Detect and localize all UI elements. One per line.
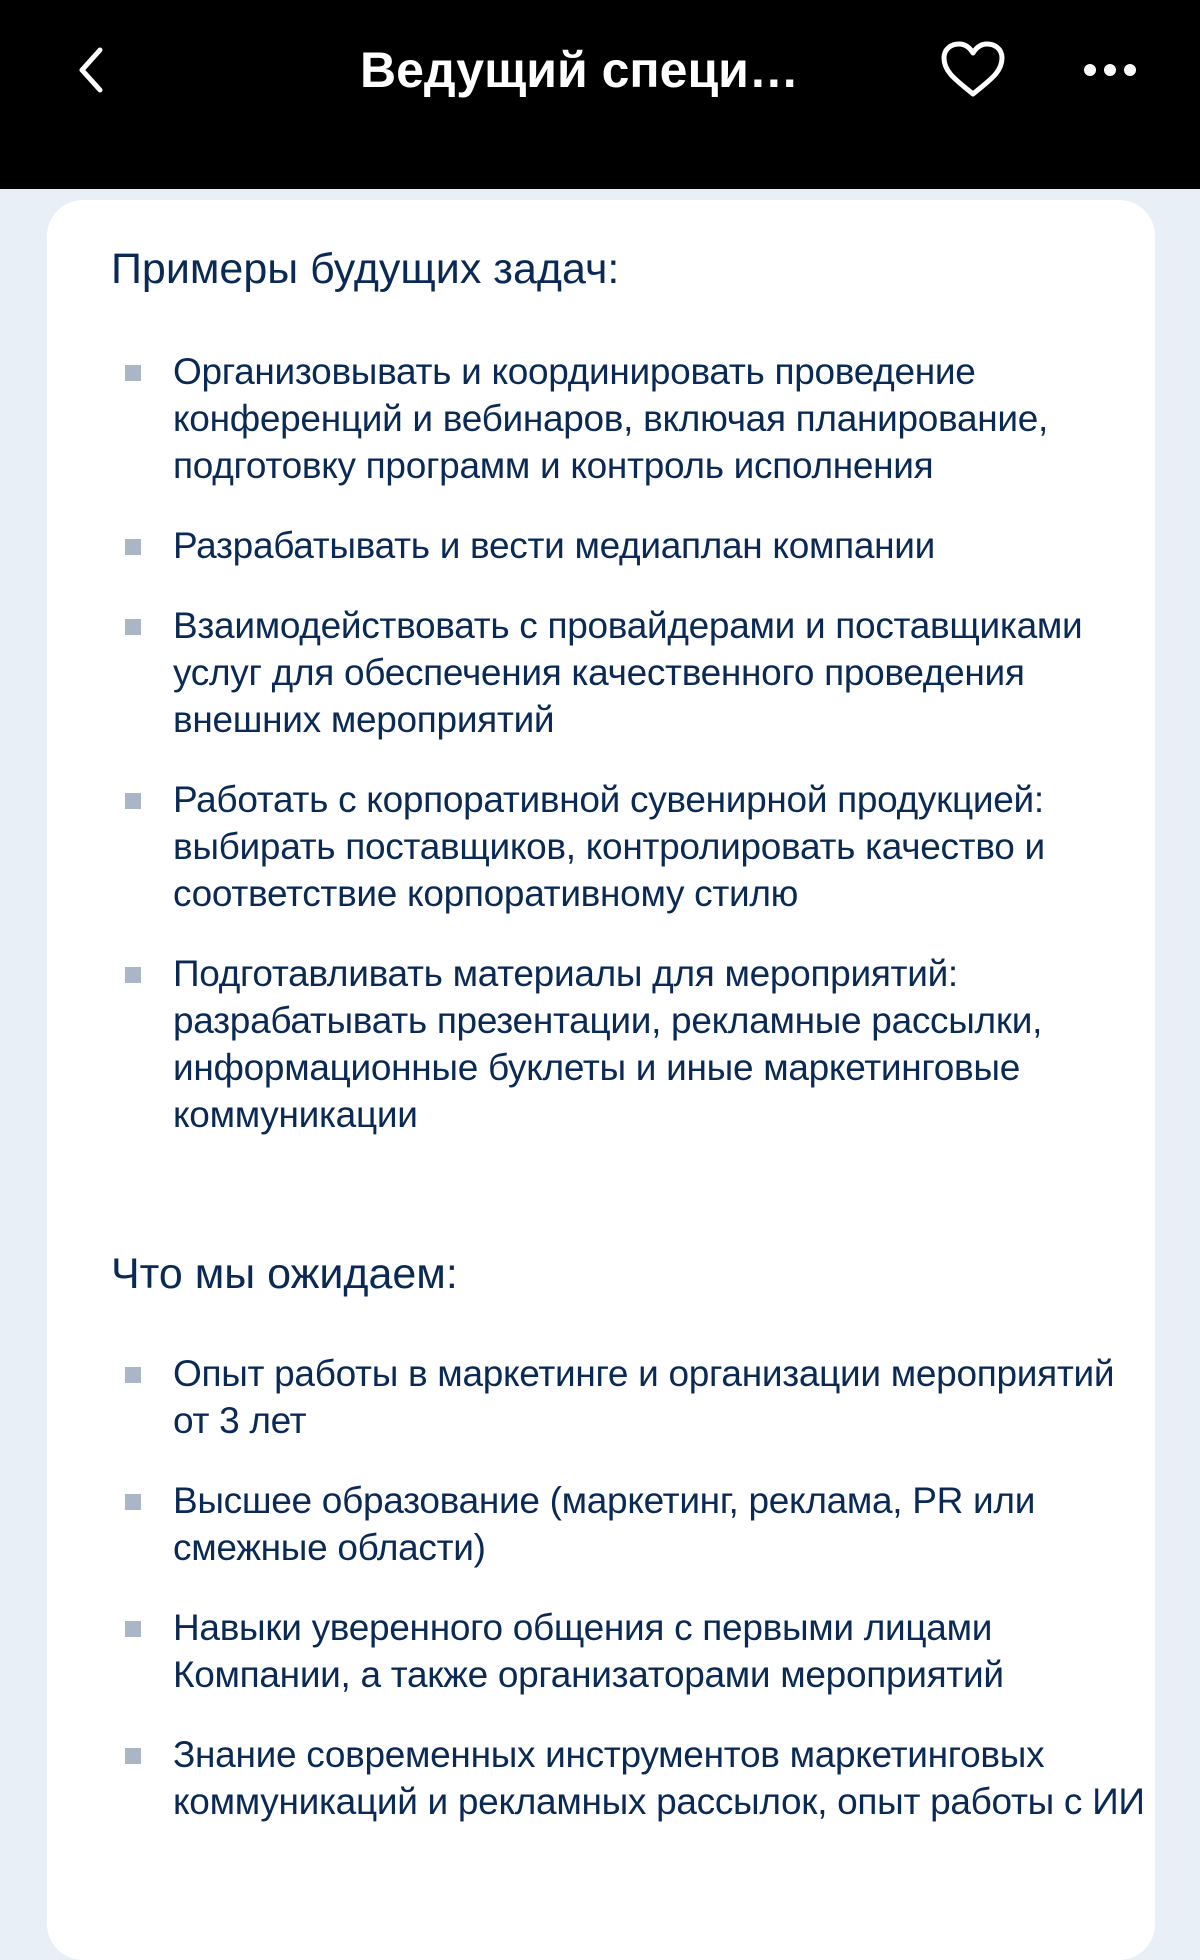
tasks-list — [111, 348, 1151, 1171]
list-item — [111, 776, 1151, 917]
heart-outline-icon — [938, 40, 1008, 100]
list-item — [111, 1350, 1151, 1444]
bullet-square-icon — [125, 365, 141, 381]
bullet-square-icon — [125, 1748, 141, 1764]
page-title: Ведущий специ… — [360, 42, 799, 98]
list-item — [111, 602, 1151, 743]
list-item — [111, 1731, 1151, 1825]
back-button[interactable] — [62, 40, 122, 100]
section-title-tasks: Примеры будущих задач: — [111, 245, 620, 293]
list-item-text: Работать с корпоративной сувенирной продукцией: выбирать поставщиков, контролировать качество и соответствие корпоративному стилю — [173, 779, 1045, 914]
bullet-square-icon — [125, 1494, 141, 1510]
list-item — [111, 1604, 1151, 1698]
requirements-list — [111, 1350, 1151, 1858]
list-item-text: Организовывать и координировать проведение конференций и вебинаров, включая планирование, подготовку программ и контроль исполнения — [173, 351, 1049, 486]
more-options-button[interactable] — [1080, 50, 1140, 90]
bullet-square-icon — [125, 967, 141, 983]
list-item-text: Навыки уверенного общения с первыми лицами Компании, а также организаторами мероприятий — [173, 1607, 1004, 1695]
bullet-square-icon — [125, 793, 141, 809]
vacancy-content-card — [47, 200, 1155, 1960]
list-item-text: Опыт работы в маркетинге и организации мероприятий от 3 лет — [173, 1353, 1115, 1441]
chevron-left-icon — [62, 40, 122, 100]
bullet-square-icon — [125, 1621, 141, 1637]
list-item — [111, 1477, 1151, 1571]
bullet-square-icon — [125, 619, 141, 635]
list-item-text: Высшее образование (маркетинг, реклама, PR или смежные области) — [173, 1480, 1036, 1568]
more-horizontal-icon — [1080, 50, 1140, 90]
bullet-square-icon — [125, 539, 141, 555]
bullet-square-icon — [125, 1367, 141, 1383]
list-item-text: Подготавливать материалы для мероприятий: разрабатывать презентации, рекламные рассылки, информационные буклеты и иные маркетинговые коммуникации — [173, 953, 1043, 1135]
list-item-text: Знание современных инструментов маркетинговых коммуникаций и рекламных рассылок, опыт работы с ИИ — [173, 1734, 1145, 1822]
list-item-text: Разрабатывать и вести медиаплан компании — [173, 525, 936, 566]
list-item — [111, 950, 1151, 1138]
top-app-bar — [0, 0, 1200, 189]
favorite-button[interactable] — [938, 40, 1008, 100]
list-item — [111, 348, 1151, 489]
list-item — [111, 522, 1151, 569]
section-title-requirements: Что мы ожидаем: — [111, 1250, 458, 1298]
list-item-text: Взаимодействовать с провайдерами и поставщиками услуг для обеспечения качественного проведения внешних мероприятий — [173, 605, 1083, 740]
